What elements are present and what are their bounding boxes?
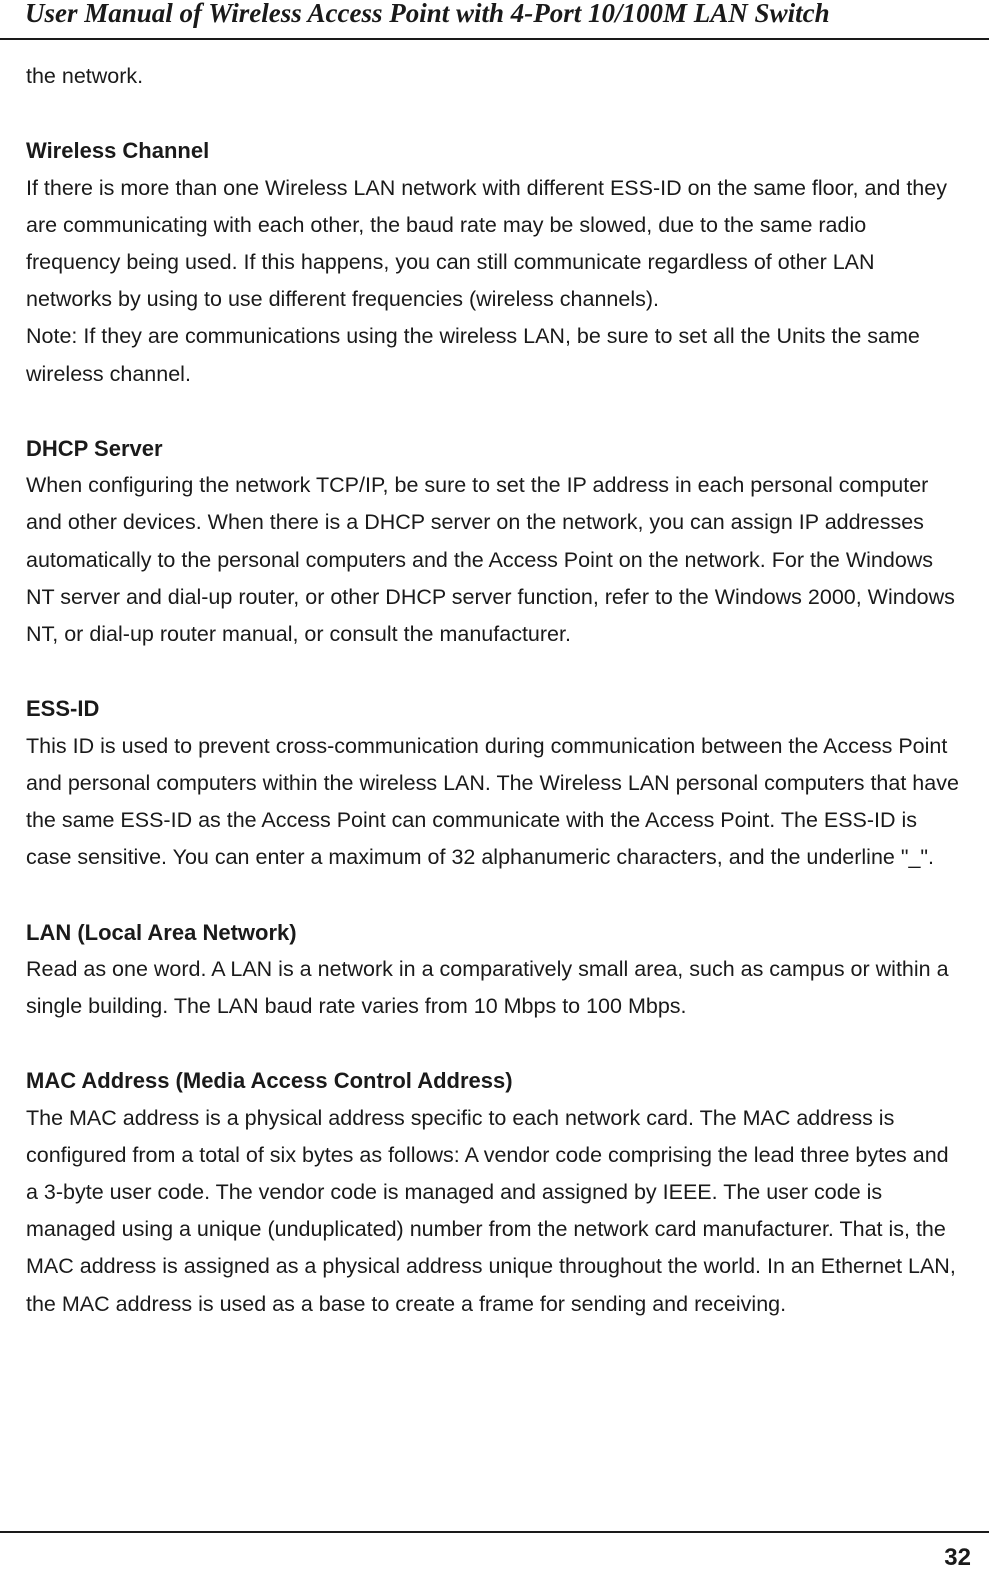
section-heading: MAC Address (Media Access Control Address) (26, 1068, 513, 1094)
section-lan (26, 914, 961, 1026)
section-wireless-channel (26, 132, 961, 392)
section-heading: Wireless Channel (26, 138, 210, 164)
section-paragraph: This ID is used to prevent cross-communication during communication between the Access Point and personal computers within the wireless LAN. The Wireless LAN personal computers that have the same ESS-ID as the Access Point can communicate with the Access Point. The ESS-ID is case sensitive. You can enter a maximum of 32 alphanumeric characters, and the underline "_". (26, 733, 959, 870)
manual-title: User Manual of Wireless Access Point with 4-Port 10/100M LAN Switch (25, 0, 830, 28)
section-heading: ESS-ID (26, 696, 100, 722)
section-mac-address (26, 1062, 961, 1322)
section-paragraph: The MAC address is a physical address specific to each network card. The MAC address is configured from a total of six bytes as follows: A vendor code comprising the lead three bytes and a 3-byte user code. The vendor code is managed and assigned by IEEE. The user code is managed using a unique (unduplicated) number from the network card manufacturer. That is, the MAC address is assigned as a physical address unique throughout the world. In an Ethernet LAN, the MAC address is used as a base to create a frame for sending and receiving. (26, 1105, 956, 1316)
section-ess-id (26, 690, 961, 876)
section-heading: DHCP Server (26, 436, 163, 461)
document-body (26, 58, 961, 1323)
intro-fragment: the network. (26, 64, 144, 88)
footer-rule (0, 1531, 989, 1533)
section-paragraph: Read as one word. A LAN is a network in a comparatively small area, such as campus or within a single building. The LAN baud rate varies from 10 Mbps to 100 Mbps. (26, 956, 949, 1019)
section-dhcp-server (26, 430, 961, 653)
page-number: 32 (944, 1544, 971, 1571)
section-note: Note: If they are communications using the wireless LAN, be sure to set all the Units the same wireless channel. (26, 324, 920, 386)
section-paragraph: If there is more than one Wireless LAN network with different ESS-ID on the same floor, and they are communicating with each other, the baud rate may be slowed, due to the same radio frequency being used. If this happens, you can still communicate regardless of other LAN networks by using to use different frequencies (wireless channels). (26, 175, 947, 312)
page-header (0, 0, 989, 40)
section-paragraph: When configuring the network TCP/IP, be sure to set the IP address in each personal computer and other devices. When there is a DHCP server on the network, you can assign IP addresses automatically to the personal computers and the Access Point on the network. For the Windows NT server and dial-up router, or other DHCP server function, refer to the Windows 2000, Windows NT, or dial-up router manual, or consult the manufacturer. (26, 473, 955, 647)
section-heading: LAN (Local Area Network) (26, 919, 297, 945)
